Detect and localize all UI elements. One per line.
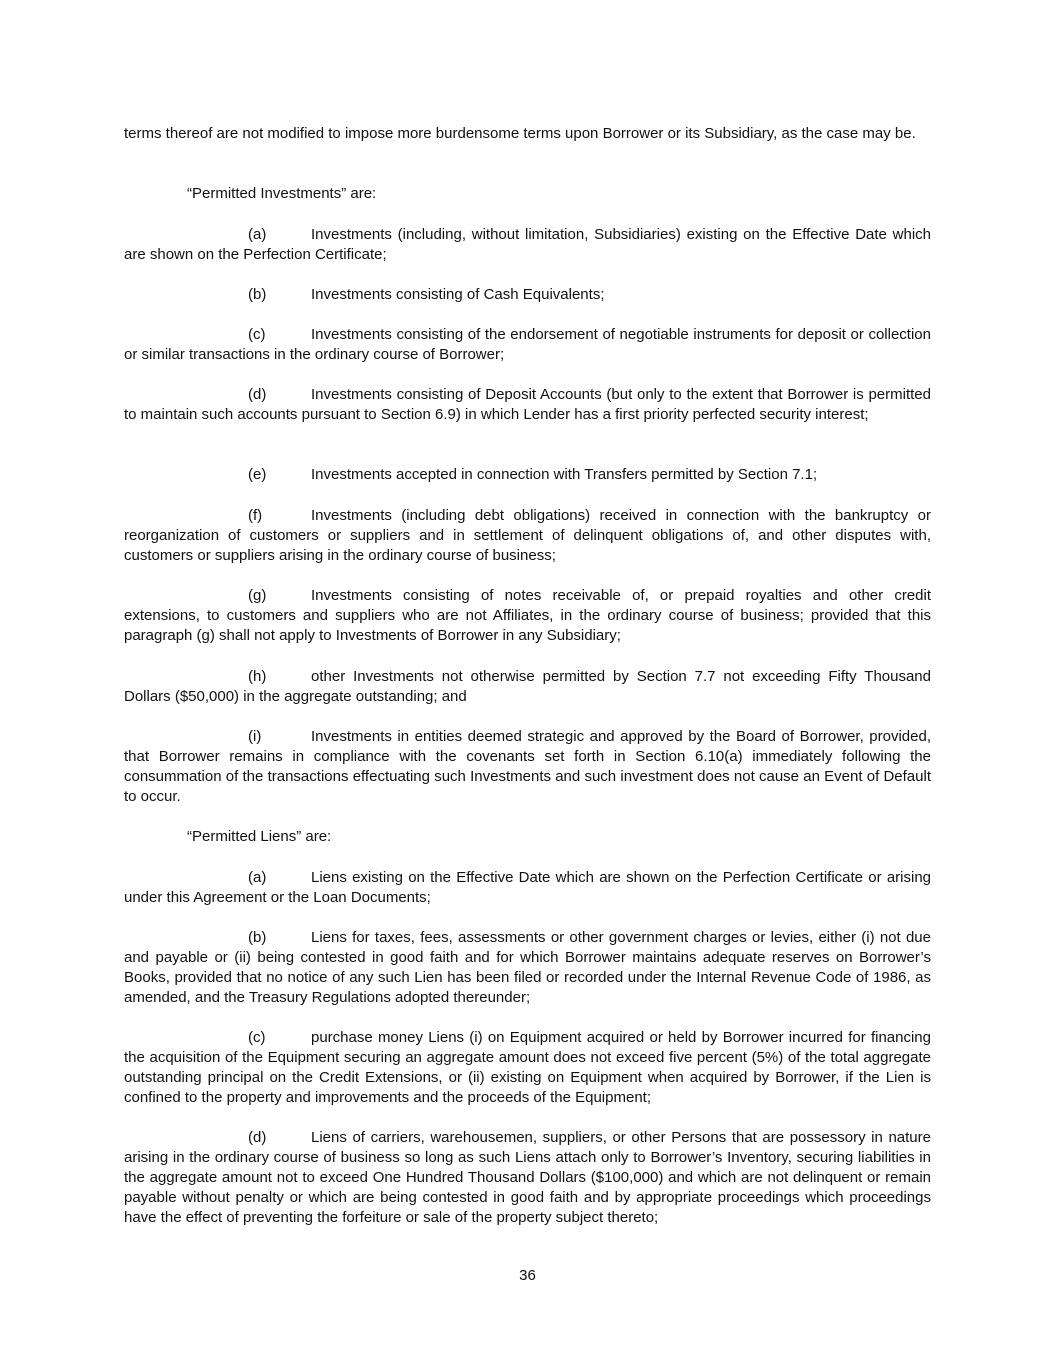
item-label: (a) [248,226,267,243]
investment-item [124,385,931,425]
item-label: (a) [248,869,267,886]
item-text: other Investments not otherwise permitted by Section 7.7 not exceeding Fifty Thousand Dollars ($50,000) in the aggregate outstanding; and [124,668,931,705]
lien-item [124,928,931,1008]
item-text: Investments (including, without limitation, Subsidiaries) existing on the Effective Date which are shown on the Perfection Certificate; [124,226,931,263]
permitted-investments-heading: “Permitted Investments” are: [187,185,377,202]
item-text: Investments (including debt obligations) received in connection with the bankruptcy or reorganization of customers or suppliers and in settlement of delinquent obligations of, and other disputes with, customers or suppliers arising in the ordinary course of business; [124,507,931,564]
intro-paragraph: terms thereof are not modified to impose more burdensome terms upon Borrower or its Subsidiary, as the case may be. [124,125,916,142]
item-text: Investments accepted in connection with Transfers permitted by Section 7.1; [311,466,818,483]
item-text: purchase money Liens (i) on Equipment acquired or held by Borrower incurred for financing the acquisition of the Equipment securing an aggregate amount does not exceed five percent (5%) of the total aggregate outstanding principal on the Credit Extensions, or (ii) existing on Equipment when acquired by Borrower, if the Lien is confined to the property and improvements and the proceeds of the Equipment; [124,1029,931,1106]
investment-item [124,506,931,566]
item-label: (c) [248,1029,266,1046]
investment-item [124,586,931,646]
item-text: Investments in entities deemed strategic and approved by the Board of Borrower, provided, that Borrower remains in compliance with the covenants set forth in Section 6.10(a) immediately following the consummation of the transactions effectuating such Investments and such investment does not cause an Event of Default to occur. [124,728,931,805]
item-text: Liens existing on the Effective Date which are shown on the Perfection Certificate or arising under this Agreement or the Loan Documents; [124,869,931,906]
item-text: Investments consisting of the endorsement of negotiable instruments for deposit or collection or similar transactions in the ordinary course of Borrower; [124,326,931,363]
item-label: (c) [248,326,266,343]
investment-item [124,667,931,707]
page-number: 36 [519,1267,536,1284]
item-label: (e) [248,466,267,483]
lien-item [124,1028,931,1108]
item-label: (b) [248,929,267,946]
item-text: Investments consisting of Cash Equivalents; [311,286,605,303]
investment-item [124,465,931,485]
item-text: Investments consisting of notes receivable of, or prepaid royalties and other credit extensions, to customers and suppliers who are not Affiliates, in the ordinary course of business; provided that this paragraph (g) shall not apply to Investments of Borrower in any Subsidiary; [124,587,931,644]
item-label: (f) [248,507,263,524]
item-text: Liens for taxes, fees, assessments or other government charges or levies, either (i) not due and payable or (ii) being contested in good faith and for which Borrower maintains adequate reserves on Borrower’s Books, provided that no notice of any such Lien has been filed or recorded under the Internal Revenue Code of 1986, as amended, and the Treasury Regulations adopted thereunder; [124,929,931,1006]
permitted-liens-heading: “Permitted Liens” are: [187,828,332,845]
investment-item [124,727,931,807]
item-text: Liens of carriers, warehousemen, suppliers, or other Persons that are possessory in nature arising in the ordinary course of business so long as such Liens attach only to Borrower’s Inventory, securing liabilities in the aggregate amount not to exceed One Hundred Thousand Dollars ($100,000) and which are not delinquent or remain payable without penalty or which are being contested in good faith and by appropriate proceedings which proceedings have the effect of preventing the forfeiture or sale of the property subject thereto; [124,1129,931,1226]
investment-item [124,325,931,365]
item-label: (h) [248,668,267,685]
lien-item [124,868,931,908]
item-text: Investments consisting of Deposit Accounts (but only to the extent that Borrower is permitted to maintain such accounts pursuant to Section 6.9) in which Lender has a first priority perfected security interest; [124,386,931,423]
investment-item [124,225,931,265]
item-label: (b) [248,286,267,303]
lien-item [124,1128,931,1228]
item-label: (d) [248,1129,267,1146]
investment-item [124,285,931,305]
item-label: (i) [248,728,262,745]
item-label: (d) [248,386,267,403]
item-label: (g) [248,587,267,604]
